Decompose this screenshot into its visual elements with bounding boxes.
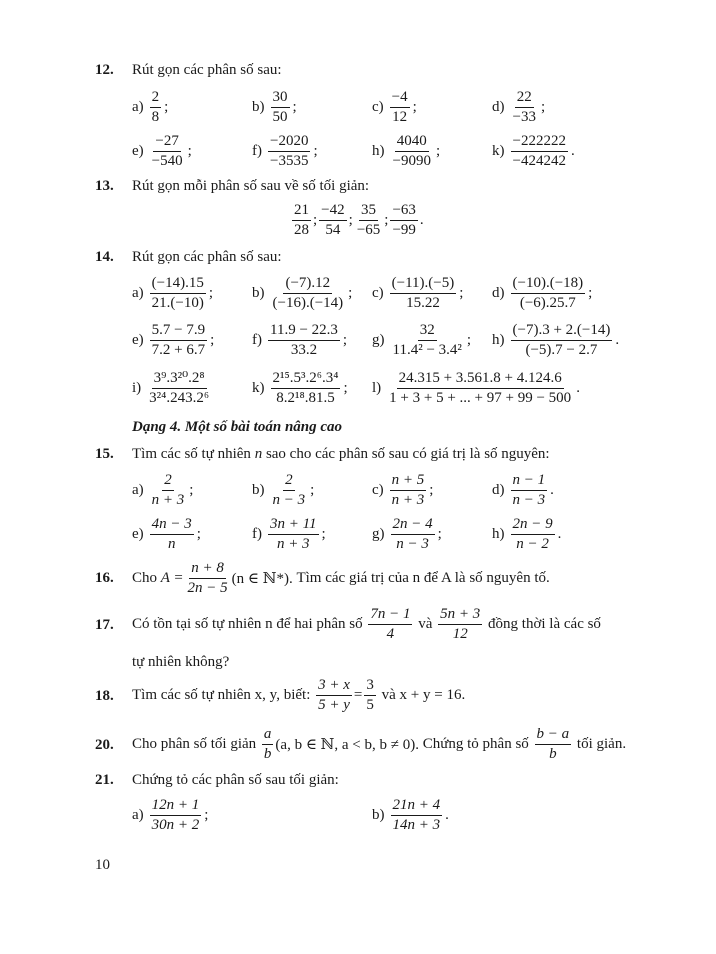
fraction: $\frac{22}{-33}$ [512, 89, 536, 126]
q16-text: Cho A = $\frac{n + 8}{2n - 5}$ (n ∈ ℕ*). Tìm các giá trị của n để A là số nguyên tố. [132, 560, 550, 597]
fraction: $\frac{7n - 1}{4}$ [370, 606, 411, 643]
q15-item-d: d) $\frac{n - 1}{n - 3}$ . [492, 472, 554, 509]
fraction: $\frac{n + 5}{n + 3}$ [391, 472, 425, 509]
q14-item-k: k) $\frac{\text{2¹⁵.5³.2⁶.3⁴}}{\text{8.2¹⁸.81.5}}$ ; [252, 370, 348, 407]
q12-text: Rút gọn các phân số sau: [132, 62, 282, 78]
fraction: $\frac{5n + 3}{12}$ [440, 606, 481, 643]
fraction: $\frac{2}{n - 3}$ [272, 472, 306, 509]
q12-item-a: a) $\frac{2}{8}$ ; [132, 89, 169, 126]
q18-text: Tìm các số tự nhiên x, y, biết: $\frac{3 + x}{5 + y}$ = $\frac{3}{5}$ và x + y = 16. [132, 677, 466, 714]
q14-text: Rút gọn các phân số sau: [132, 249, 282, 265]
fraction: $\frac{3n + 11}{n + 3}$ [270, 516, 317, 553]
fraction: $\frac{30}{50}$ [272, 89, 288, 126]
q15-text: Tìm các số tự nhiên n sao cho các phân số sau có giá trị là số nguyên: [132, 446, 550, 462]
q15-item-f: f) $\frac{3n + 11}{n + 3}$ ; [252, 516, 326, 553]
fraction: $\frac{n - 1}{n - 3}$ [512, 472, 546, 509]
fraction: $\frac{2n - 9}{n - 2}$ [512, 516, 553, 553]
fraction: $\frac{3}{5}$ [366, 677, 374, 714]
q12-item-b: b) $\frac{30}{50}$ ; [252, 89, 297, 126]
fraction: $\frac{35}{-65}$ [356, 202, 381, 239]
q14-number: 14. [95, 249, 114, 265]
q17-text: Có tồn tại số tự nhiên n để hai phân số $\frac{7n - 1}{4}$ và $\frac{5n + 3}{12}$ đồng thời là các số [132, 606, 601, 643]
fraction: $\frac{5.7 - 7.9}{7.2 + 6.7}$ [151, 322, 206, 359]
q15-item-h: h) $\frac{2n - 9}{n - 2}$ . [492, 516, 562, 553]
q14-item-a: a) $\frac{(-14).15}{21.(-10)}$ ; [132, 275, 214, 312]
q15-item-c: c) $\frac{n + 5}{n + 3}$ ; [372, 472, 434, 509]
fraction: $\frac{2}{n + 3}$ [151, 472, 185, 509]
q15-number: 15. [95, 446, 114, 462]
q14-item-e: e) $\frac{5.7 - 7.9}{7.2 + 6.7}$ ; [132, 322, 215, 359]
fraction: $\frac{21n + 4}{14n + 3}$ [392, 797, 441, 834]
q20-text: Cho phân số tối giản $\frac{a}{b}$ (a, b ∈ ℕ, a < b, b ≠ 0). Chứng tỏ phân số $\frac{b - a}{b}$ tối giản. [132, 726, 627, 763]
fraction: $\frac{\text{2¹⁵.5³.2⁶.3⁴}}{\text{8.2¹⁸.81.5}}$ [272, 370, 339, 407]
q21-item-a: a) $\frac{12n + 1}{30n + 2}$ ; [132, 797, 209, 834]
fraction: $\frac{(-10).(-18)}{(-6).25.7}$ [512, 275, 584, 312]
fraction: $\frac{(-11).(-5)}{15.22}$ [391, 275, 455, 312]
fraction: $\frac{32}{\text{11.4² − 3.4²}}$ [392, 322, 462, 359]
fraction: $\frac{2n - 4}{n - 3}$ [392, 516, 433, 553]
q13-fractions: $\frac{21}{28}$ ; $\frac{-42}{54}$ ; $\frac{35}{-65}$ ; $\frac{-63}{-99}$ . [294, 202, 424, 239]
fraction: $\frac{-27}{-540}$ [151, 133, 183, 170]
fraction: $\frac{n + 8}{2n - 5}$ [187, 560, 228, 597]
fraction: $\frac{2}{8}$ [151, 89, 160, 126]
fraction: $\frac{-42}{54}$ [321, 202, 345, 239]
q18-number: 18. [95, 688, 114, 704]
fraction: $\frac{4040}{-9090}$ [392, 133, 431, 170]
fraction: $\frac{-63}{-99}$ [392, 202, 416, 239]
fraction: $\frac{24.315 + 3.561.8 + 4.124.6}{1 + 3 + 5 + ... + 97 + 99 - 500}$ [389, 370, 572, 407]
fraction: $\frac{-2020}{-3535}$ [270, 133, 309, 170]
q12-number: 12. [95, 62, 114, 78]
q14-item-c: c) $\frac{(-11).(-5)}{15.22}$ ; [372, 275, 464, 312]
fraction: $\frac{(-14).15}{21.(-10)}$ [151, 275, 204, 312]
q14-item-b: b) $\frac{(-7).12}{(-16).(-14)}$ ; [252, 275, 353, 312]
q20-number: 20. [95, 737, 114, 753]
fraction: $\frac{-222222}{-424242}$ [512, 133, 566, 170]
page-number: 10 [95, 857, 110, 873]
q12-item-f: f) $\frac{-2020}{-3535}$ ; [252, 133, 318, 170]
fraction: $\frac{12n + 1}{30n + 2}$ [151, 797, 200, 834]
q21-number: 21. [95, 772, 114, 788]
q21-text: Chứng tỏ các phân số sau tối giản: [132, 772, 339, 788]
q12-item-e: e) $\frac{-27}{-540}$ ; [132, 133, 192, 170]
q14-item-d: d) $\frac{(-10).(-18)}{(-6).25.7}$ ; [492, 275, 593, 312]
q12-item-d: d) $\frac{22}{-33}$ ; [492, 89, 546, 126]
q15-item-g: g) $\frac{2n - 4}{n - 3}$ ; [372, 516, 442, 553]
fraction: $\frac{\text{3⁹.3²⁰.2⁸}}{\text{3²⁴.243.2⁶}}$ [149, 370, 210, 407]
q12-item-k: k) $\frac{-222222}{-424242}$ . [492, 133, 575, 170]
fraction: $\frac{b - a}{b}$ [536, 726, 570, 763]
fraction: $\frac{(-7).12}{(-16).(-14)}$ [272, 275, 344, 312]
q13-text: Rút gọn mỗi phân số sau về số tối giản: [132, 178, 370, 194]
section-heading: Dạng 4. Một số bài toán nâng cao [132, 419, 343, 435]
q15-item-a: a) $\frac{2}{n + 3}$ ; [132, 472, 194, 509]
q16-number: 16. [95, 570, 114, 586]
fraction: $\frac{4n - 3}{n}$ [151, 516, 192, 553]
fraction: $\frac{-4}{12}$ [391, 89, 408, 126]
q15-item-b: b) $\frac{2}{n - 3}$ ; [252, 472, 315, 509]
fraction: $\frac{a}{b}$ [263, 726, 272, 763]
q15-item-e: e) $\frac{4n - 3}{n}$ ; [132, 516, 201, 553]
q13-number: 13. [95, 178, 114, 194]
q14-item-g: g) $\frac{32}{\text{11.4² − 3.4²}}$ ; [372, 322, 472, 359]
q14-item-l: l) $\frac{24.315 + 3.561.8 + 4.124.6}{1 + 3 + 5 + ... + 97 + 99 - 500}$ . [372, 370, 580, 407]
fraction: $\frac{21}{28}$ [294, 202, 309, 239]
fraction: $\frac{11.9 - 22.3}{33.2}$ [270, 322, 338, 359]
q17-text-cont: tự nhiên không? [132, 654, 230, 670]
q12-item-c: c) $\frac{-4}{12}$ ; [372, 89, 417, 126]
q17-number: 17. [95, 617, 114, 633]
q14-item-i: i) $\frac{\text{3⁹.3²⁰.2⁸}}{\text{3²⁴.243.2⁶}}$ [132, 370, 210, 407]
fraction: $\frac{3 + x}{5 + y}$ [318, 677, 350, 714]
fraction: $\frac{(-7).3 + 2.(-14)}{(-5).7 - 2.7}$ [512, 322, 611, 359]
q14-item-f: f) $\frac{11.9 - 22.3}{33.2}$ ; [252, 322, 348, 359]
q14-item-h: h) $\frac{(-7).3 + 2.(-14)}{(-5).7 - 2.7}$ . [492, 322, 620, 359]
q12-item-h: h) $\frac{4040}{-9090}$ ; [372, 133, 441, 170]
q21-item-b: b) $\frac{21n + 4}{14n + 3}$ . [372, 797, 449, 834]
